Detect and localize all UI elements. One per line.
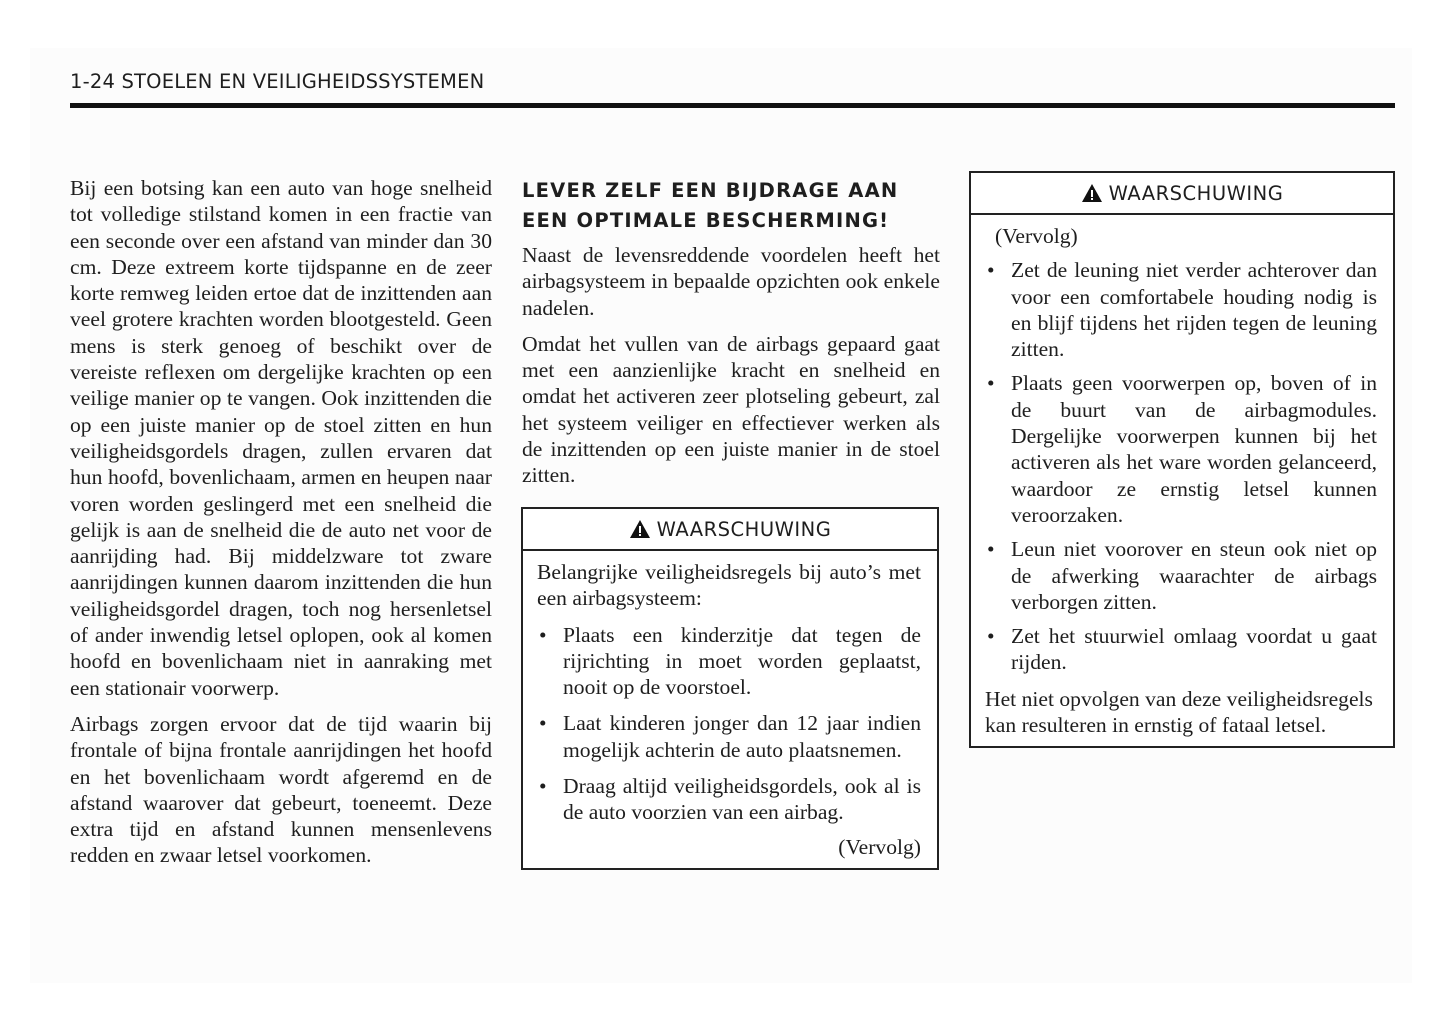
warning-body	[971, 215, 1393, 746]
warning-triangle-icon	[629, 519, 651, 539]
list-item: • Zet de leuning niet verder achterover dan voor een comfortabele houding nodig is en blijf tijdens het rijden tegen de leuning zitten.	[985, 257, 1377, 362]
warning-triangle-icon	[1081, 183, 1103, 203]
warning-title: WAARSCHUWING	[1108, 182, 1284, 205]
warning-header	[523, 509, 937, 551]
warning-closing: Het niet opvolgen van deze veiligheidsregels kan resulteren in ernstig of fataal letsel.	[985, 686, 1373, 738]
column-middle	[522, 176, 940, 489]
list-item: • Plaats een kinderzitje dat tegen de rijrichting in moet worden geplaatst, nooit op de voorstoel.	[537, 622, 921, 701]
paragraph: Bij een botsing kan een auto van hoge snelheid tot volledige stilstand komen in een fractie van een seconde over een afstand van minder dan 30 cm. Deze extreem korte tijdspanne en de zeer korte remweg leiden ertoe dat de inzittenden aan veel grotere krachten worden blootgesteld. Geen mens is sterk genoeg of beschikt over de vereiste reflexen om dergelijke krachten op een veilige manier op te vangen. Ook inzittenden die op een juiste manier op de stoel zitten en hun veiligheidsgordels dragen, zullen ervaren dat hun hoofd, bovenlichaam, armen en heupen naar voren worden geslingerd met een snelheid die gelijk is aan de snelheid die de auto net voor de aanrijding had. Bij middelzware tot zware aanrijdingen kunnen daarom inzittenden die hun veiligheidsgordel dragen, toch nog hersenletsel of ander inwendig letsel oplopen, ook al komen hoofd en bovenlichaam niet in aanraking met een stationair voorwerp.	[70, 176, 492, 700]
warning-list	[537, 622, 921, 826]
header-rule	[70, 103, 1395, 108]
list-item: • Zet het stuurwiel omlaag voordat u gaat rijden.	[985, 623, 1377, 676]
list-item: • Plaats geen voorwerpen op, boven of in de buurt van de airbagmodules. Dergelijke voorwerpen kunnen bij het activeren als het ware worden gelanceerd, waardoor ze ernstig letsel kunnen veroorzaken.	[985, 370, 1377, 528]
running-head: 1-24 STOELEN EN VEILIGHEIDSSYSTEMEN	[70, 70, 485, 93]
warning-intro: Belangrijke veiligheidsregels bij auto’s met een airbagsysteem:	[537, 560, 921, 611]
warning-box-continued	[969, 171, 1395, 748]
list-item: • Laat kinderen jonger dan 12 jaar indien mogelijk achterin de auto plaatsnemen.	[537, 710, 921, 763]
section-heading: LEVER ZELF EEN BIJDRAGE AAN EEN OPTIMALE BESCHERMING!	[522, 179, 899, 232]
column-left	[70, 175, 492, 869]
warning-title: WAARSCHUWING	[656, 518, 832, 541]
list-item: • Leun niet voorover en steun ook niet op de afwerking waarachter de airbags verborgen zitten.	[985, 536, 1377, 615]
paragraph: Airbags zorgen ervoor dat de tijd waarin bij frontale of bijna frontale aanrijdingen het hoofd en het bovenlichaam wordt afgeremd en de afstand waarover dat gebeurt, toeneemt. Deze extra tijd en afstand kunnen mensenlevens redden en zwaar letsel voorkomen.	[70, 711, 492, 868]
paragraph: Naast de levensreddende voordelen heeft het airbagsysteem in bepaalde opzichten ook enkele nadelen.	[522, 243, 940, 320]
continued-label: (Vervolg)	[995, 224, 1078, 248]
continued-label: (Vervolg)	[838, 834, 921, 859]
paragraph: Omdat het vullen van de airbags gepaard gaat met een aanzienlijke kracht en snelheid en omdat het activeren zeer plotseling gebeurt, zal het systeem veiliger en effectiever werken als de inzittenden op een juiste manier in de stoel zitten.	[522, 331, 940, 488]
warning-list	[985, 257, 1377, 675]
warning-box	[521, 507, 939, 870]
list-item: • Draag altijd veiligheidsgordels, ook al is de auto voorzien van een airbag.	[537, 773, 921, 826]
warning-body	[523, 551, 937, 868]
warning-header	[971, 173, 1393, 215]
